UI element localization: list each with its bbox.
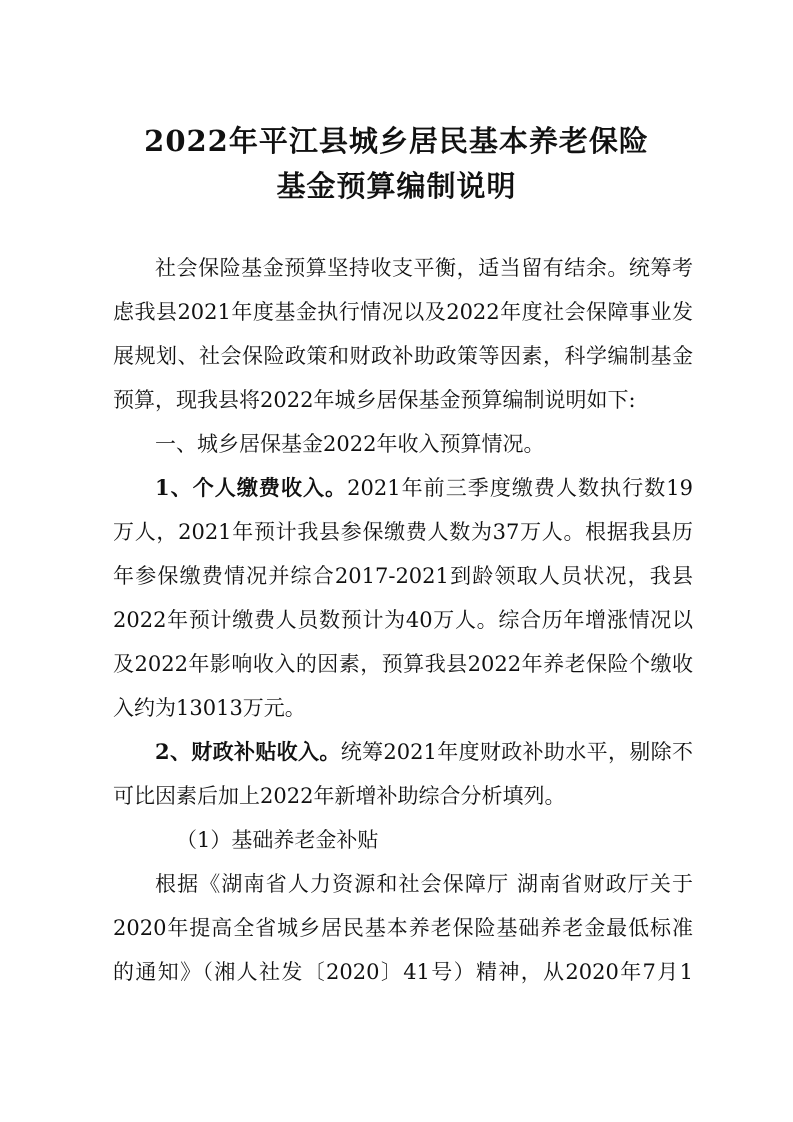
paragraph-line: 年参保缴费情况并综合2017-2021到龄领取人员状况，我县 — [113, 564, 693, 588]
paragraph-line: 万人，2021年预计我县参保缴费人数为37万人。根据我县历 — [113, 520, 693, 544]
subsection-heading-personal-contribution: 1、个人缴费收入。 — [155, 475, 348, 500]
paragraph-text: 统筹2021年度财政补助水平，剔除不 — [340, 740, 693, 764]
section-heading: 一、城乡居保基金2022年收入预算情况。 — [155, 432, 545, 456]
subsection-heading-fiscal-subsidy: 2、财政补贴收入。 — [155, 739, 341, 764]
paragraph-line: 入约为13013万元。 — [113, 696, 306, 720]
paragraph-line: 预算，现我县将2022年城乡居保基金预算编制说明如下: — [113, 388, 636, 412]
paragraph-line — [155, 474, 693, 502]
paragraph-line: 展规划、社会保险政策和财政补助政策等因素，科学编制基金 — [113, 344, 693, 368]
paragraph-line: 虑我县2021年度基金执行情况以及2022年度社会保障事业发 — [113, 300, 693, 324]
paragraph-line: 2020年提高全省城乡居民基本养老保险基础养老金最低标准 — [113, 916, 693, 940]
paragraph-line: 社会保险基金预算坚持收支平衡，适当留有结余。统筹考 — [155, 256, 693, 280]
paragraph-line: 2022年预计缴费人员数预计为40万人。综合历年增涨情况以 — [113, 608, 693, 632]
document-title-line-1: 2022年平江县城乡居民基本养老保险 — [144, 124, 649, 158]
paragraph-text: 2021年前三季度缴费人数执行数19 — [347, 476, 693, 500]
paragraph-line: 可比因素后加上2022年新增补助综合分析填列。 — [113, 784, 566, 808]
paragraph-line: 及2022年影响收入的因素，预算我县2022年养老保险个缴收 — [113, 652, 693, 676]
item-heading: （1）基础养老金补贴 — [176, 828, 379, 852]
paragraph-line: 根据《湖南省人力资源和社会保障厅 湖南省财政厅关于 — [155, 872, 693, 896]
document-title-line-2: 基金预算编制说明 — [276, 169, 517, 203]
paragraph-line — [155, 738, 693, 766]
paragraph-line: 的通知》（湘人社发〔2020〕41号）精神，从2020年7月1 — [113, 960, 693, 984]
